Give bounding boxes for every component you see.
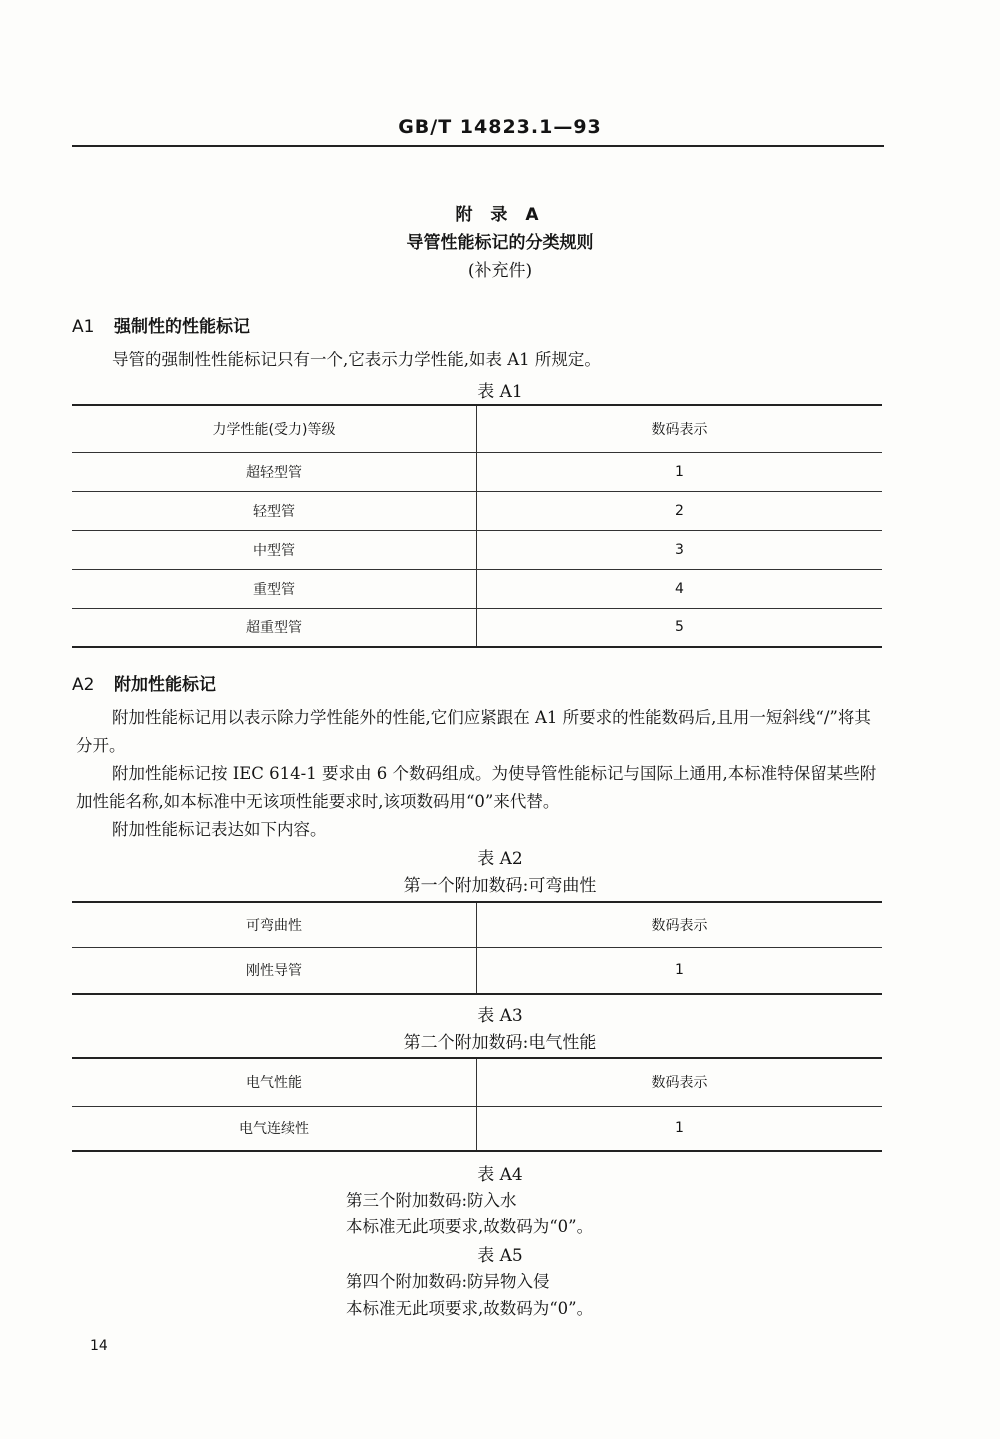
table-row — [72, 947, 882, 994]
table-row — [72, 1106, 882, 1151]
table-a4-caption: 表 A4 — [477, 1165, 523, 1185]
table-cell: 超重型管 — [72, 608, 477, 647]
table-a3-subcaption: 第二个附加数码:电气性能 — [403, 1033, 597, 1053]
table-row — [72, 491, 882, 530]
section-a1-number: A1 — [72, 317, 95, 337]
section-a2-paragraph-1: 附加性能标记用以表示除力学性能外的性能,它们应紧跟在 A1 所要求的性能数码后,且用一短斜线“/”将其分开。 — [76, 708, 871, 755]
table-a5-line-1: 第四个附加数码:防异物入侵 — [346, 1272, 550, 1291]
table-cell: 1 — [477, 452, 883, 491]
table-header-cell: 可弯曲性 — [72, 902, 477, 947]
appendix-label: 附 录 A — [455, 205, 545, 225]
table-row — [72, 530, 882, 569]
table-cell: 重型管 — [72, 569, 477, 608]
table-a5-line-2: 本标准无此项要求,故数码为“0”。 — [346, 1299, 594, 1318]
table-a3 — [72, 1057, 882, 1152]
table-header-cell: 数码表示 — [477, 405, 883, 452]
table-a3-caption: 表 A3 — [477, 1006, 523, 1026]
table-header-row — [72, 405, 882, 452]
table-cell: 1 — [477, 947, 883, 994]
table-cell: 轻型管 — [72, 491, 477, 530]
table-cell: 3 — [477, 530, 883, 569]
appendix-title: 导管性能标记的分类规则 — [406, 233, 594, 253]
table-cell: 电气连续性 — [72, 1106, 477, 1151]
table-header-cell: 数码表示 — [477, 1058, 883, 1106]
table-a4-line-1: 第三个附加数码:防入水 — [346, 1191, 517, 1210]
section-a2-title: 附加性能标记 — [114, 675, 216, 695]
section-a2-paragraph-2: 附加性能标记按 IEC 614-1 要求由 6 个数码组成。为使导管性能标记与国际上通用,本标准特保留某些附加性能名称,如本标准中无该项性能要求时,该项数码用“0”来代替。 — [76, 764, 877, 811]
table-header-cell: 数码表示 — [477, 902, 883, 947]
section-a1-heading — [72, 312, 250, 337]
table-cell: 1 — [477, 1106, 883, 1151]
section-a2-number: A2 — [72, 675, 95, 695]
table-row — [72, 569, 882, 608]
table-a1 — [72, 404, 882, 648]
table-header-row — [72, 1058, 882, 1106]
table-header-cell: 力学性能(受力)等级 — [72, 405, 477, 452]
table-a5-caption: 表 A5 — [477, 1246, 523, 1266]
table-a4-line-2: 本标准无此项要求,故数码为“0”。 — [346, 1217, 594, 1236]
table-header-cell: 电气性能 — [72, 1058, 477, 1106]
table-a2 — [72, 901, 882, 995]
section-a1-paragraph: 导管的强制性性能标记只有一个,它表示力学性能,如表 A1 所规定。 — [112, 350, 601, 369]
table-cell: 5 — [477, 608, 883, 647]
standard-code-header: GB/T 14823.1—93 — [398, 116, 602, 138]
table-cell: 刚性导管 — [72, 947, 477, 994]
table-a2-subcaption: 第一个附加数码:可弯曲性 — [403, 876, 597, 896]
table-row — [72, 452, 882, 491]
table-cell: 4 — [477, 569, 883, 608]
table-a2-caption: 表 A2 — [477, 849, 523, 869]
appendix-subtitle: (补充件) — [467, 261, 533, 281]
section-a2-heading — [72, 670, 216, 695]
table-a1-caption: 表 A1 — [477, 382, 523, 402]
header-rule — [72, 145, 884, 147]
table-cell: 中型管 — [72, 530, 477, 569]
table-cell: 超轻型管 — [72, 452, 477, 491]
section-a1-title: 强制性的性能标记 — [114, 317, 250, 337]
section-a2-paragraph-3: 附加性能标记表达如下内容。 — [112, 820, 327, 839]
table-row — [72, 608, 882, 647]
table-header-row — [72, 902, 882, 947]
table-cell: 2 — [477, 491, 883, 530]
page-number: 14 — [90, 1338, 108, 1354]
